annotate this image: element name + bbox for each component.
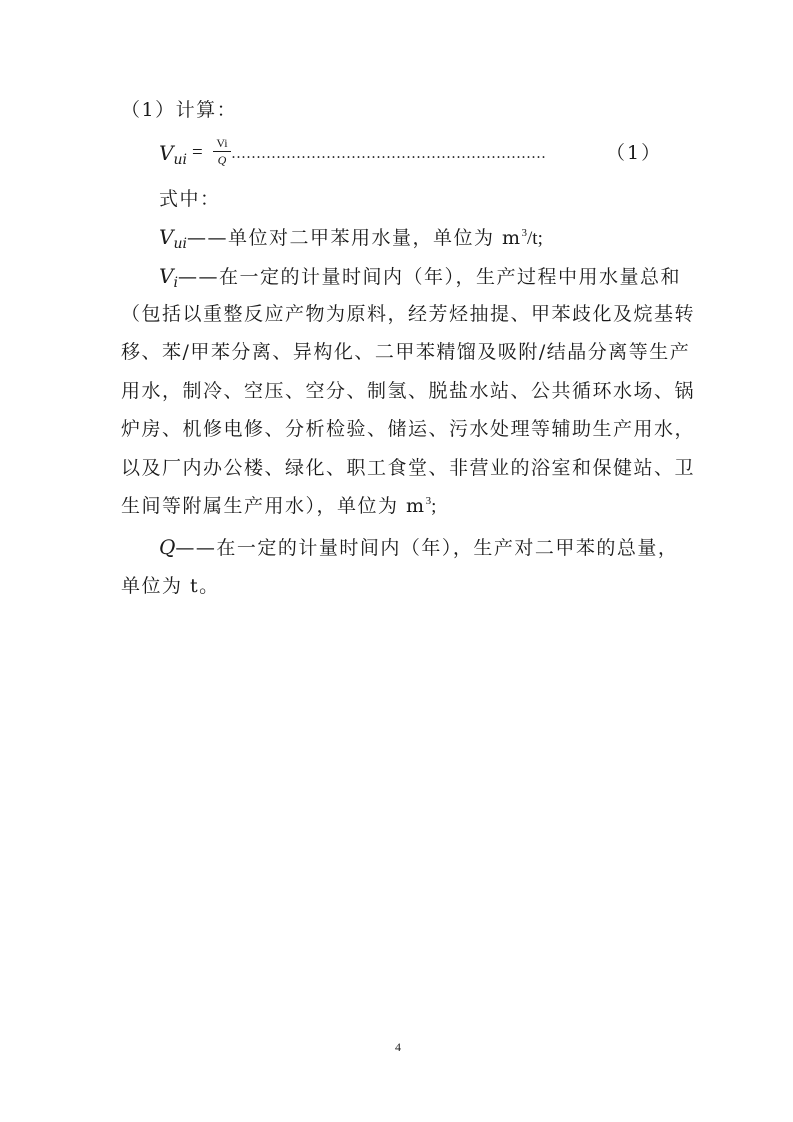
dash: —— — [175, 537, 217, 559]
definition-text: 在一定的计量时间内（年），生产过程中用水量总和 — [218, 266, 681, 288]
dash: —— — [177, 266, 219, 288]
fraction-numerator: Vi — [216, 136, 228, 150]
unit-tail: /t; — [527, 228, 543, 249]
section-heading: （1）计算： — [121, 99, 238, 121]
definition-q — [159, 530, 681, 564]
fraction-bar — [213, 151, 231, 152]
leader-dots: ……………………………………………………… — [231, 144, 546, 162]
definition-text: 生间等附属生产用水），单位为 m — [121, 495, 426, 517]
definition-vui — [159, 220, 681, 254]
dash: —— — [186, 227, 228, 249]
symbol-vui: $V_{ui}$ — [159, 225, 187, 252]
page-number: 4 — [395, 1040, 401, 1054]
equation-1 — [159, 134, 681, 174]
symbol-q: Q — [159, 535, 176, 559]
symbol-vi: $V_i$ — [159, 264, 178, 291]
fraction-denominator: Q — [217, 153, 227, 167]
definition-text: 在一定的计量时间内（年），生产对二甲苯的总量， — [216, 537, 679, 559]
unit-superscript: 3 — [521, 227, 528, 239]
body-line: 移、苯/甲苯分离、异构化、二甲苯精馏及吸附/结晶分离等生产 — [121, 341, 691, 363]
body-line: 用水，制冷、空压、空分、制氢、脱盐水站、公共循环水场、锅 — [121, 380, 696, 402]
equation-number: （1） — [606, 142, 663, 164]
fraction — [213, 136, 231, 167]
body-line: 炉房、机修电修、分析检验、储运、污水处理等辅助生产用水， — [121, 418, 696, 440]
unit-superscript: 3 — [425, 495, 432, 507]
where-label: 式中： — [159, 188, 221, 210]
body-line-last — [121, 489, 681, 523]
definition-text: 单位对二甲苯用水量，单位为 m — [227, 227, 522, 249]
body-line: 以及厂内办公楼、绿化、职工食堂、非营业的浴室和保健站、卫 — [121, 457, 696, 479]
equation-lhs: $V_{ui}$ — [159, 141, 187, 168]
body-line: 单位为 t。 — [121, 575, 220, 597]
body-line: （包括以重整反应产物为原料，经芳烃抽提、甲苯歧化及烷基转 — [121, 303, 696, 325]
equals-sign: = — [192, 142, 203, 163]
unit-tail: ; — [431, 496, 437, 517]
definition-vi — [159, 259, 681, 293]
